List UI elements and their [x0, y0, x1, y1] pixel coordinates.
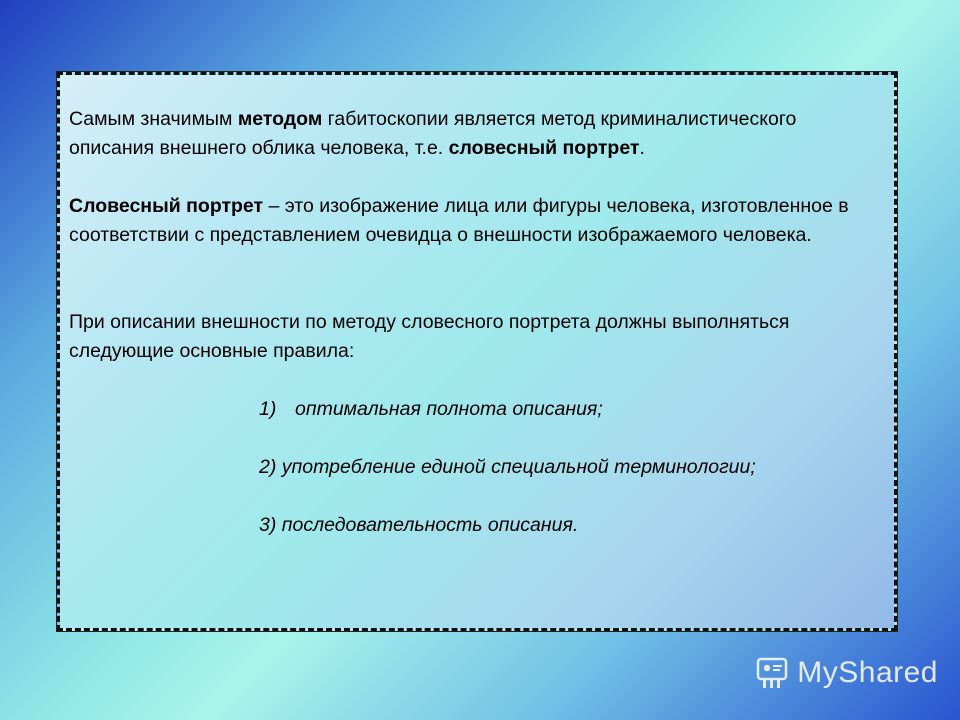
list-item [259, 511, 884, 540]
text-run: . [639, 137, 645, 159]
list-number: 2) [259, 456, 277, 478]
bold-term: Словесный портрет [69, 195, 264, 217]
text-run: – это изображение лица или фигуры человека, изготовленное в соответствии с представлением очевидца о внешности изображаемого человека. [69, 195, 849, 246]
list-number: 3) [259, 514, 277, 536]
content-panel [57, 72, 897, 631]
text-run: Самым значимым [69, 108, 238, 130]
paragraph-rules-intro: При описании внешности по методу словесного портрета должны выполняться следующие основные правила: [69, 311, 790, 362]
classroom-icon [755, 656, 789, 690]
slide-text [69, 105, 884, 569]
text-run: габитоскопии является метод криминалистического описания внешнего облика человека, т.е. [69, 108, 797, 159]
list-text: оптимальная полнота описания; [295, 398, 603, 420]
list-item [259, 453, 884, 482]
myshared-logo [755, 656, 938, 690]
bold-term: методом [237, 108, 323, 130]
list-number: 1) [259, 398, 277, 420]
list-text: последовательность описания. [281, 514, 579, 536]
list-text: употребление единой специальной терминологии; [281, 456, 756, 478]
paragraph-definition [69, 192, 884, 250]
list-item [259, 395, 884, 424]
paragraph-intro [69, 105, 884, 163]
rules-list [69, 395, 884, 540]
bold-term: словесный портрет [448, 137, 640, 159]
logo-text: MyShared [797, 656, 938, 689]
